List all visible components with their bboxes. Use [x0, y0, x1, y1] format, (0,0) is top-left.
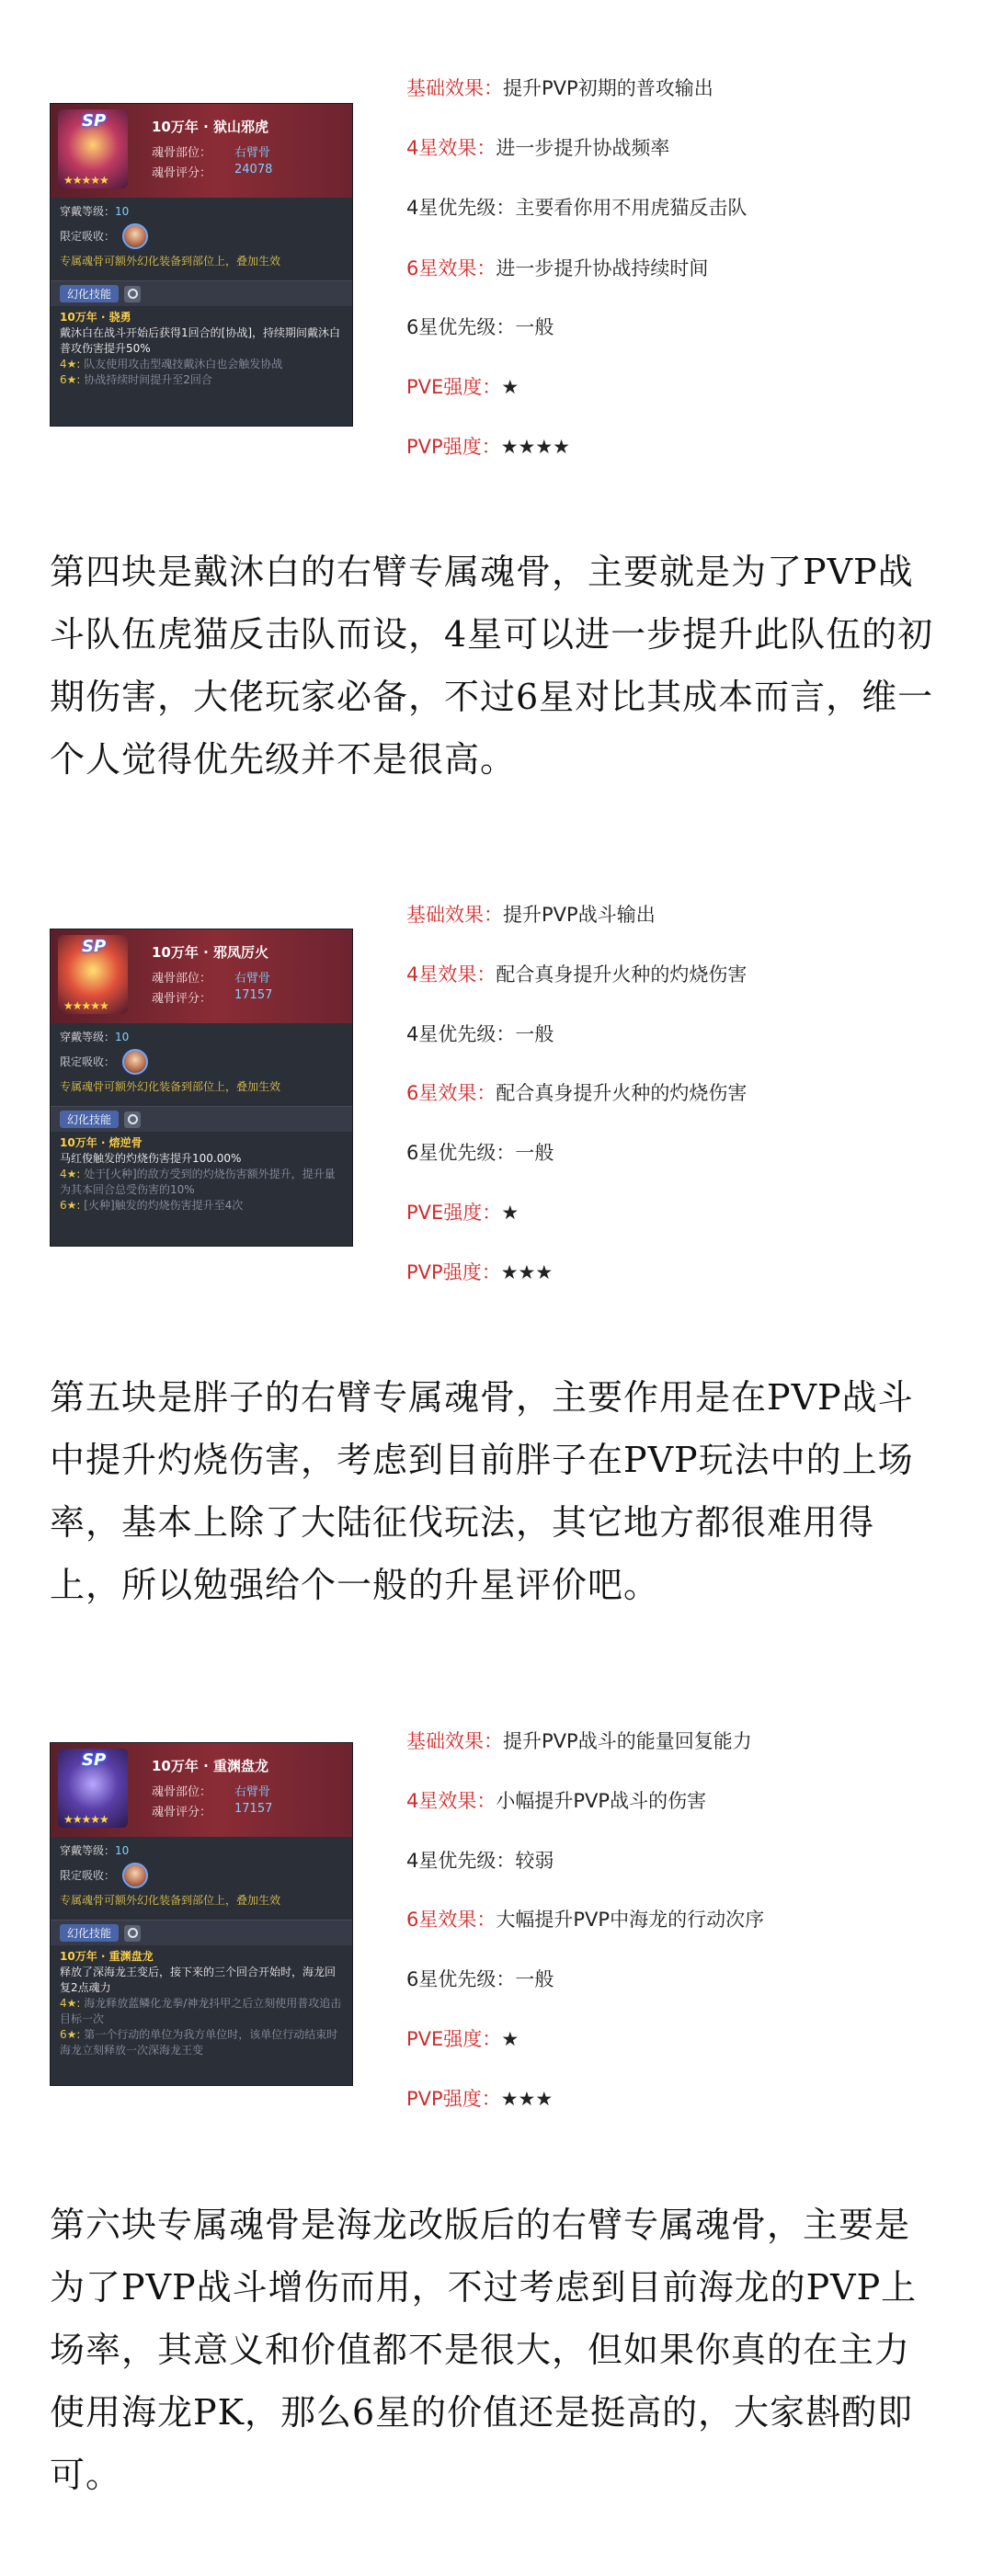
level-row: 穿戴等级：10: [60, 1844, 130, 1857]
magnifier-icon[interactable]: [124, 1925, 141, 1942]
score-row: 魂骨评分： 17157: [152, 1802, 273, 1819]
effect-row: 4星优先级：一般: [406, 1023, 554, 1045]
effect-row: 6星效果：进一步提升协战持续时间: [406, 257, 709, 279]
card-title: 10万年 · 重渊盘龙: [152, 1758, 269, 1774]
skill-tab[interactable]: 幻化技能: [60, 285, 119, 302]
skill-name: 10万年 · 重渊盘龙: [60, 1950, 154, 1963]
card-body: [51, 1023, 352, 1100]
card-header: [51, 929, 352, 1023]
skill-desc: 马红俊触发的灼烧伤害提升100.00%: [60, 1152, 242, 1165]
effect-row: 6星优先级：一般: [406, 316, 554, 338]
soul-bone-portrait-icon: [58, 109, 128, 188]
card-header: [51, 104, 352, 198]
effect-row: 基础效果：提升PVP战斗的能量回复能力: [406, 1730, 752, 1752]
soul-bone-portrait-icon: [58, 1749, 128, 1828]
card-header: [51, 1743, 352, 1837]
magnifier-icon[interactable]: [124, 1111, 141, 1128]
avatar: [122, 223, 148, 249]
level-row: 穿戴等级：10: [60, 1031, 130, 1043]
skill-tab[interactable]: 幻化技能: [60, 1924, 119, 1942]
skill-bar: [51, 1920, 352, 1945]
effect-row: PVE强度：★: [406, 2028, 519, 2050]
tier-4-row: 4★: 海龙释放蓝鳞化龙拳/神龙抖甲之后立刻使用普攻追击目标一次: [60, 1997, 342, 2025]
effect-row: 4星优先级：较弱: [406, 1850, 554, 1872]
card-note: 专属魂骨可额外幻化装备到部位上，叠加生效: [60, 1894, 281, 1907]
soul-bone-card: [50, 1742, 353, 2086]
tier-4-row: 4★: 处于[火种]的敌方受到的灼烧伤害额外提升，提升量为其本回合总受伤害的10%: [60, 1168, 336, 1196]
sp-badge-icon: SP: [82, 937, 107, 956]
skill-bar: [51, 1106, 352, 1132]
card-note: 专属魂骨可额外幻化装备到部位上，叠加生效: [60, 255, 281, 268]
paragraph: 第五块是胖子的右臂专属魂骨，主要作用是在PVP战斗中提升灼烧伤害，考虑到目前胖子在PVP玩法中的上场率，基本上除了大陆征伐玩法，其它地方都很难用得上，所以勉强给个一般的升星评价吧。: [50, 1377, 914, 1605]
limit-row: 限定吸收：: [60, 1049, 343, 1075]
effect-row: 基础效果：提升PVP初期的普攻输出: [406, 77, 713, 99]
skill-section: [51, 306, 352, 395]
skill-desc: 戴沐白在战斗开始后获得1回合的[协战]，持续期间戴沐白普攻伤害提升50%: [60, 326, 341, 355]
paragraph: 第六块专属魂骨是海龙改版后的右臂专属魂骨，主要是为了PVP战斗增伤而用，不过考虑到目前海龙的PVP上场率，其意义和价值都不是很大，但如果你真的在主力使用海龙PK，那么6星的价值还是挺高的，大家斟酌即可。: [50, 2205, 918, 2495]
skill-section: [51, 1132, 352, 1221]
effect-row: PVP强度：★★★★: [406, 436, 571, 458]
card-title: 10万年 · 狱山邪虎: [152, 119, 269, 135]
card-note: 专属魂骨可额外幻化装备到部位上，叠加生效: [60, 1080, 281, 1093]
card-body: [51, 1837, 352, 1914]
effect-row: 4星优先级：主要看你用不用虎猫反击队: [406, 197, 748, 219]
skill-name: 10万年 · 骁勇: [60, 311, 131, 324]
effect-row: 6星效果：大幅提升PVP中海龙的行动次序: [406, 1909, 765, 1931]
level-row: 穿戴等级：10: [60, 205, 130, 218]
part-row: 魂骨部位： 右臂骨: [152, 146, 271, 160]
soul-bone-portrait-icon: [58, 935, 128, 1014]
sp-badge-icon: SP: [82, 1750, 107, 1770]
avatar: [122, 1049, 148, 1075]
effect-row: PVP强度：★★★: [406, 1261, 554, 1283]
soul-bone-card: [50, 929, 353, 1247]
effect-row: PVE强度：★: [406, 1202, 519, 1224]
effect-row: 4星效果：小幅提升PVP战斗的伤害: [406, 1790, 707, 1812]
tier-6-row: 6★: 协战持续时间提升至2回合: [60, 373, 212, 386]
tier-4-row: 4★: 队友使用攻击型魂技戴沐白也会触发协战: [60, 358, 283, 370]
tier-6-row: 6★: [火种]触发的灼烧伤害提升至4次: [60, 1199, 244, 1212]
skill-section: [51, 1945, 352, 2066]
effect-row: PVE强度：★: [406, 376, 519, 398]
rarity-stars-icon: ★★★★★: [63, 999, 108, 1012]
skill-tab[interactable]: 幻化技能: [60, 1111, 119, 1128]
magnifier-icon[interactable]: [124, 286, 141, 302]
effect-row: 4星效果：配合真身提升火种的灼烧伤害: [406, 963, 748, 986]
effect-row: 4星效果：进一步提升协战频率: [406, 137, 670, 159]
skill-name: 10万年 · 熔逆骨: [60, 1136, 143, 1149]
card-title: 10万年 · 邪凤厉火: [152, 944, 269, 961]
card-body: [51, 198, 352, 275]
score-row: 魂骨评分： 17157: [152, 988, 273, 1006]
skill-desc: 释放了深海龙王变后，接下来的三个回合开始时，海龙回复2点魂力: [60, 1966, 337, 1994]
effect-row: 6星效果：配合真身提升火种的灼烧伤害: [406, 1082, 748, 1104]
part-row: 魂骨部位： 右臂骨: [152, 972, 271, 986]
limit-row: 限定吸收：: [60, 223, 343, 249]
sp-badge-icon: SP: [82, 111, 107, 131]
effect-row: 6星优先级：一般: [406, 1142, 554, 1164]
limit-row: 限定吸收：: [60, 1863, 343, 1888]
score-row: 魂骨评分： 24078: [152, 163, 273, 180]
rarity-stars-icon: ★★★★★: [63, 1813, 108, 1826]
effect-row: 6星优先级：一般: [406, 1968, 554, 1990]
rarity-stars-icon: ★★★★★: [63, 174, 108, 187]
soul-bone-card: [50, 103, 353, 427]
tier-6-row: 6★: 第一个行动的单位为我方单位时，该单位行动结束时海龙立刻释放一次深海龙王变: [60, 2028, 338, 2057]
effect-row: 基础效果：提升PVP战斗输出: [406, 904, 656, 926]
skill-bar: [51, 280, 352, 306]
part-row: 魂骨部位： 右臂骨: [152, 1785, 271, 1799]
effect-row: PVP强度：★★★: [406, 2088, 554, 2110]
avatar: [122, 1863, 148, 1888]
paragraph: 第四块是戴沐白的右臂专属魂骨，主要就是为了PVP战斗队伍虎猫反击队而设，4星可以进一步提升此队伍的初期伤害，大佬玩家必备，不过6星对比其成本而言，维一个人觉得优先级并不是很高。: [50, 552, 934, 780]
